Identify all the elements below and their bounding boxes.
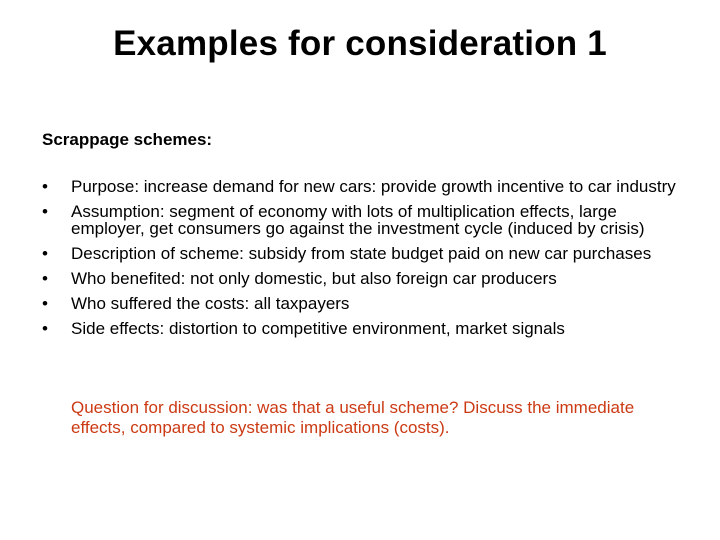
slide-title: Examples for consideration 1 <box>113 24 607 63</box>
bullet-point-icon: • <box>42 244 48 263</box>
bullet-text: Side effects: distortion to competitive environment, market signals <box>71 319 565 338</box>
discussion-question: Question for discussion: was that a useful scheme? Discuss the immediate effects, compared to systemic implications (costs). <box>71 398 635 437</box>
bullet-item-who-benefited <box>42 270 682 287</box>
bullet-text: Who suffered the costs: all taxpayers <box>71 294 350 313</box>
bullet-text: Assumption: segment of economy with lots of multiplication effects, large employer, get consumers go against the investment cycle (induced by crisis) <box>71 202 645 238</box>
bullet-list <box>42 178 682 345</box>
bullet-point-icon: • <box>42 294 48 313</box>
bullet-text: Purpose: increase demand for new cars: provide growth incentive to car industry <box>71 177 676 196</box>
bullet-point-icon: • <box>42 202 48 221</box>
bullet-point-icon: • <box>42 177 48 196</box>
bullet-point-icon: • <box>42 319 48 338</box>
bullet-item-assumption <box>42 203 682 237</box>
bullet-point-icon: • <box>42 269 48 288</box>
bullet-item-side-effects <box>42 320 682 337</box>
bullet-item-who-suffered <box>42 295 682 312</box>
bullet-item-description <box>42 245 682 262</box>
bullet-item-purpose <box>42 178 682 195</box>
bullet-text: Description of scheme: subsidy from state budget paid on new car purchases <box>71 244 652 263</box>
bullet-text: Who benefited: not only domestic, but also foreign car producers <box>71 269 557 288</box>
section-heading: Scrappage schemes: <box>42 130 213 149</box>
